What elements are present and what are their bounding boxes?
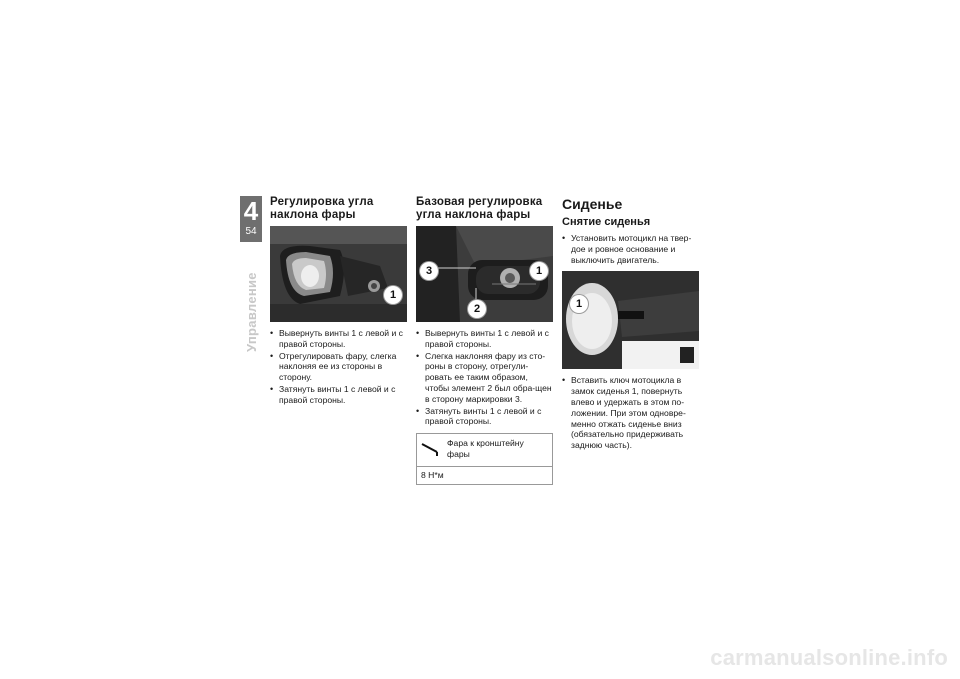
chapter-number: 4 [243,196,259,226]
column-basic-headlight-adjustment [416,196,553,485]
instruction-list [562,233,699,265]
page-number: 54 [245,226,257,237]
list-item: • Установить мотоцикл на твер-дое и ровное основание и выключить двигатель. [562,233,699,265]
headlight-bracket-photo [416,226,553,322]
section-title: Сиденье [562,196,623,212]
callout-3: 3 [420,262,438,280]
callout-2: 2 [468,300,486,318]
instruction-list [270,328,407,406]
list-item: • Слегка наклоняя фару из сто-роны в сторону, отрегули-ровать ее таким образом, чтобы элемент 2 был обра-щен в сторону маркировки 3. [416,351,553,405]
torque-wrench-icon [421,442,443,456]
list-item: • Затянуть винты 1 с левой и с правой стороны. [270,384,407,406]
instruction-list [562,375,699,451]
callout-1: 1 [530,262,548,280]
callout-1: 1 [384,286,402,304]
column-seat [562,196,699,452]
list-item: • Вывернуть винты 1 с левой и с правой стороны. [416,328,553,350]
callout-1: 1 [570,295,588,313]
headlight-photo [270,226,407,322]
torque-spec-box [416,433,553,485]
section-title: Базовая регулировка угла наклона фары [416,196,543,221]
seat-lock-photo [562,271,699,369]
watermark: carmanualsonline.info [710,645,948,670]
instruction-list [416,328,553,427]
section-subtitle: Снятие сиденья [562,216,651,228]
section-title: Регулировка угла наклона фары [270,196,374,221]
torque-spec-header [417,434,552,467]
list-item: • Вставить ключ мотоцикла в замок сиденья 1, повернуть влево и удержать в этом по-ложении. При этом одновре-менно отжать сиденье вниз (обязательно придерживать заднюю часть). [562,375,699,451]
list-item: • Вывернуть винты 1 с левой и с правой стороны. [270,328,407,350]
list-item: • Затянуть винты 1 с левой и с правой стороны. [416,406,553,428]
torque-spec-value: 8 Н*м [421,470,444,481]
torque-spec-label: Фара к кронштейну фары [447,438,524,459]
chapter-tab [240,196,262,242]
column-headlight-angle [270,196,407,407]
section-side-label: Управление [244,272,259,352]
list-item: • Отрегулировать фару, слегка наклоняя ее из стороны в сторону. [270,351,407,383]
